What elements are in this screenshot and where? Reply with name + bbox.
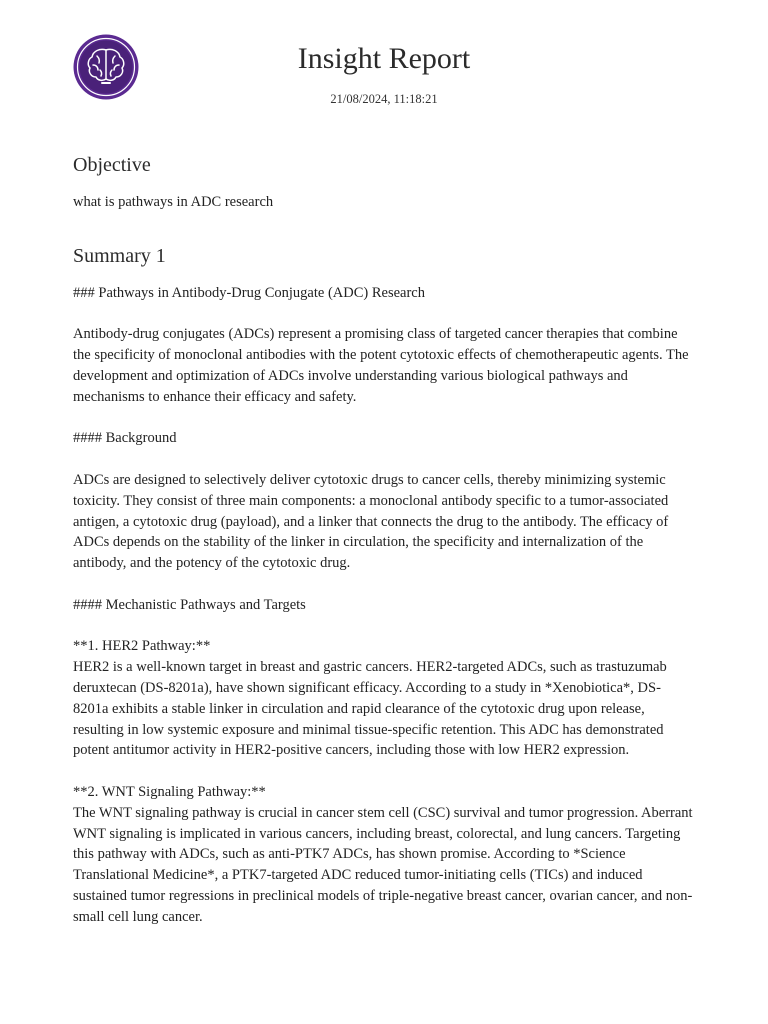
report-title: Insight Report: [297, 42, 471, 75]
report-timestamp: 21/08/2024, 11:18:21: [330, 92, 438, 106]
report-content: [73, 152, 695, 928]
objective-heading: Objective: [73, 154, 151, 176]
summary-text: ### Pathways in Antibody-Drug Conjugate (ADC) Research Antibody-drug conjugates (ADCs) represent a promising class of targeted cancer therapies that combine the specificity of monoclonal antibodies with the potent cytotoxic effects of chemotherapeutic agents. The development and optimization of ADCs involve understanding various biological pathways and mechanisms to enhance their efficacy and safety. #### Background ADCs are designed to selectively deliver cytotoxic drugs to cancer cells, thereby minimizing systemic toxicity. They consist of three main components: a monoclonal antibody specific to a tumor-associated antigen, a cytotoxic drug (payload), and a linker that connects the drug to the antibody. The efficacy of ADCs depends on the stability of the linker in circulation, the specificity and internalization of the antibody, and the potency of the cytotoxic drug. #### Mechanistic Pathways and Targets **1. HER2 Pathway:** HER2 is a well-known target in breast and gastric cancers. HER2-targeted ADCs, such as trastuzumab deruxtecan (DS-8201a), have shown significant efficacy. According to a study in *Xenobiotica*, DS-8201a exhibits a stable linker in circulation and rapid clearance of the cytotoxic drug upon release, resulting in low systemic exposure and minimal tissue-specific retention. This ADC has demonstrated potent antitumor activity in HER2-positive cancers, including those with low HER2 expression. **2. WNT Signaling Pathway:** The WNT signaling pathway is crucial in cancer stem cell (CSC) survival and tumor progression. Aberrant WNT signaling is implicated in various cancers, including breast, colorectal, and lung cancers. Targeting this pathway with ADCs, such as anti-PTK7 ADCs, has shown promise. According to *Science Translational Medicine*, a PTK7-targeted ADC reduced tumor-initiating cells (TICs) and induced sustained tumor regressions in preclinical models of triple-negative breast cancer, ovarian cancer, and non-small cell lung cancer.: [73, 284, 693, 925]
summary-heading: Summary 1: [73, 244, 166, 267]
objective-text: what is pathways in ADC research: [73, 194, 274, 210]
